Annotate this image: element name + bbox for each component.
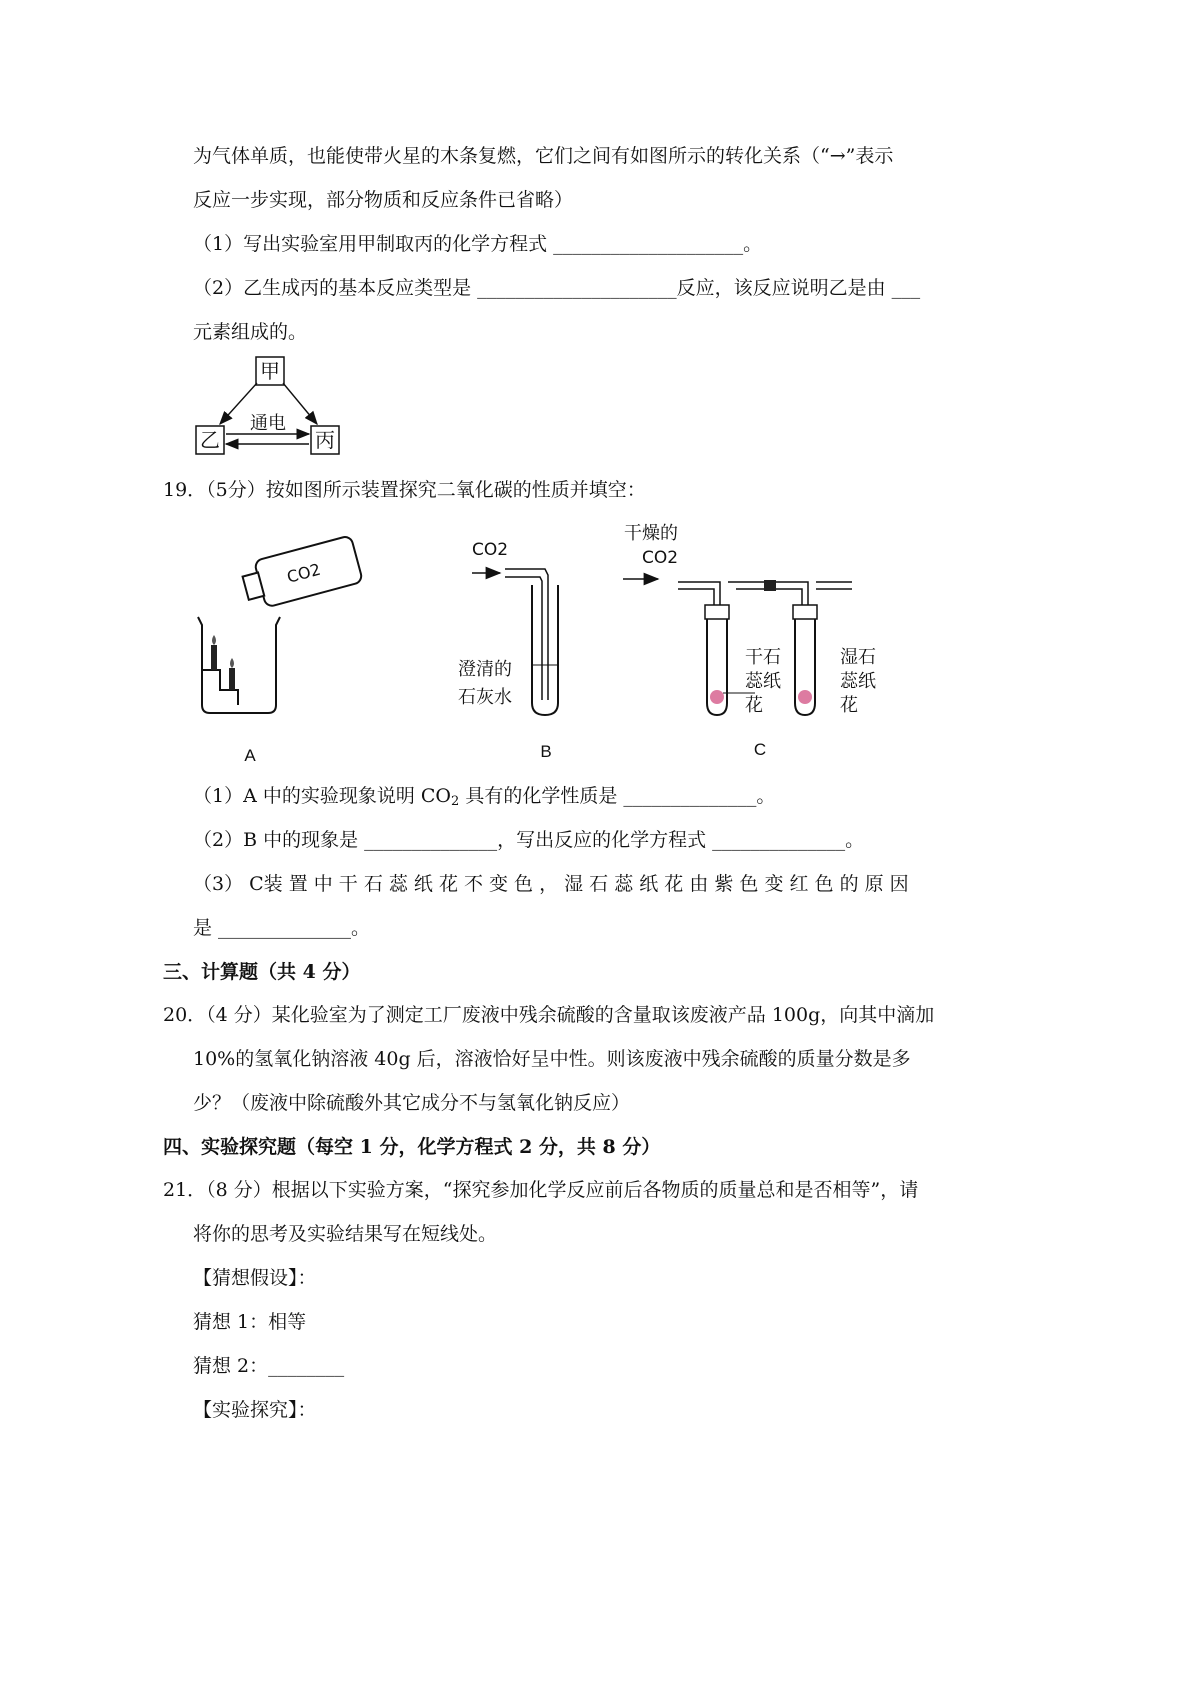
q18-text-line2: 反应一步实现，部分物质和反应条件已省略） bbox=[193, 189, 574, 211]
q21-hypothesis-1: 猜想 1：相等 bbox=[193, 1311, 307, 1333]
q19-sub1: （1）A 中的实验现象说明 $CO_2$ 具有的化学性质是 ______________。 bbox=[193, 785, 776, 809]
apparatus-c bbox=[623, 523, 876, 716]
q20-line1: 20．（4 分）某化验室为了测定工厂废液中残余硫酸的含量取该废液产品 100g，向其中滴加 bbox=[163, 1004, 935, 1026]
q19-apparatus-figure bbox=[180, 515, 900, 770]
label-c-left-3: 花 bbox=[745, 695, 763, 716]
label-c-left-1: 干石 bbox=[745, 647, 781, 668]
q21-line1: 21．（8 分）根据以下实验方案，“探究参加化学反应前后各物质的质量总和是否相等”，请 bbox=[163, 1179, 919, 1201]
label-b-gas: CO2 bbox=[472, 540, 509, 560]
label-b: B bbox=[540, 742, 552, 761]
label-b-liquid-1: 澄清的 bbox=[458, 659, 512, 680]
label-c-right-3: 花 bbox=[840, 695, 858, 716]
label-bing: 丙 bbox=[315, 428, 335, 452]
q19-sub2: （2）B 中的现象是 ______________，写出反应的化学方程式 ______________。 bbox=[193, 829, 865, 851]
q19-sub3: （3） C装 置 中 干 石 蕊 纸 花 不 变 色 ， 湿 石 蕊 纸 花 由 紫 色 变 红 色 的 原 因 bbox=[193, 873, 909, 895]
q18-transformation-diagram bbox=[185, 350, 355, 462]
section-4-title: 四、实验探究题（每空 1 分，化学方程式 2 分，共 8 分） bbox=[163, 1136, 661, 1158]
label-c: C bbox=[753, 740, 767, 759]
label-yi: 乙 bbox=[200, 428, 220, 452]
q18-sub1: （1）写出实验室用甲制取丙的化学方程式 ____________________。 bbox=[193, 233, 763, 255]
apparatus-a bbox=[198, 535, 363, 713]
arrow-jia-to-bing bbox=[283, 383, 317, 424]
q21-hypothesis-2: 猜想 2：________ bbox=[193, 1355, 345, 1377]
q20-line2: 10%的氢氧化钠溶液 40g 后，溶液恰好呈中性。则该废液中残余硫酸的质量分数是多 bbox=[193, 1048, 911, 1070]
q18-sub2: （2）乙生成丙的基本反应类型是 _____________________反应，该反应说明乙是由 ___ bbox=[193, 277, 921, 299]
q21-experiment-title: 【实验探究】： bbox=[193, 1399, 317, 1421]
label-c-right-1: 湿石 bbox=[840, 647, 876, 668]
section-3-title: 三、计算题（共 4 分） bbox=[163, 961, 361, 983]
q19-title: 19．（5分）按如图所示装置探究二氧化碳的性质并填空： bbox=[163, 479, 646, 501]
q18-text-line1: 为气体单质，也能使带火星的木条复燃，它们之间有如图所示的转化关系（“→”表示 bbox=[193, 145, 894, 167]
q20-line3: 少？（废液中除硫酸外其它成分不与氢氧化钠反应） bbox=[193, 1092, 631, 1114]
label-electrolysis: 通电 bbox=[250, 413, 286, 434]
q21-hypothesis-title: 【猜想假设】： bbox=[193, 1267, 317, 1289]
apparatus-b bbox=[458, 540, 558, 715]
label-a-bottle: CO2 bbox=[284, 559, 323, 587]
q18-sub2-cont: 元素组成的。 bbox=[193, 321, 308, 343]
q19-sub3-cont: 是 ______________。 bbox=[193, 917, 371, 939]
q21-line2: 将你的思考及实验结果写在短线处。 bbox=[193, 1223, 498, 1245]
label-c-gas-1: 干燥的 bbox=[624, 523, 678, 544]
label-jia: 甲 bbox=[260, 359, 280, 383]
label-c-left-2: 蕊纸 bbox=[745, 671, 781, 692]
label-a: A bbox=[244, 746, 256, 765]
label-c-right-2: 蕊纸 bbox=[840, 671, 876, 692]
label-b-liquid-2: 石灰水 bbox=[458, 687, 512, 708]
label-c-gas-2: CO2 bbox=[642, 548, 679, 568]
